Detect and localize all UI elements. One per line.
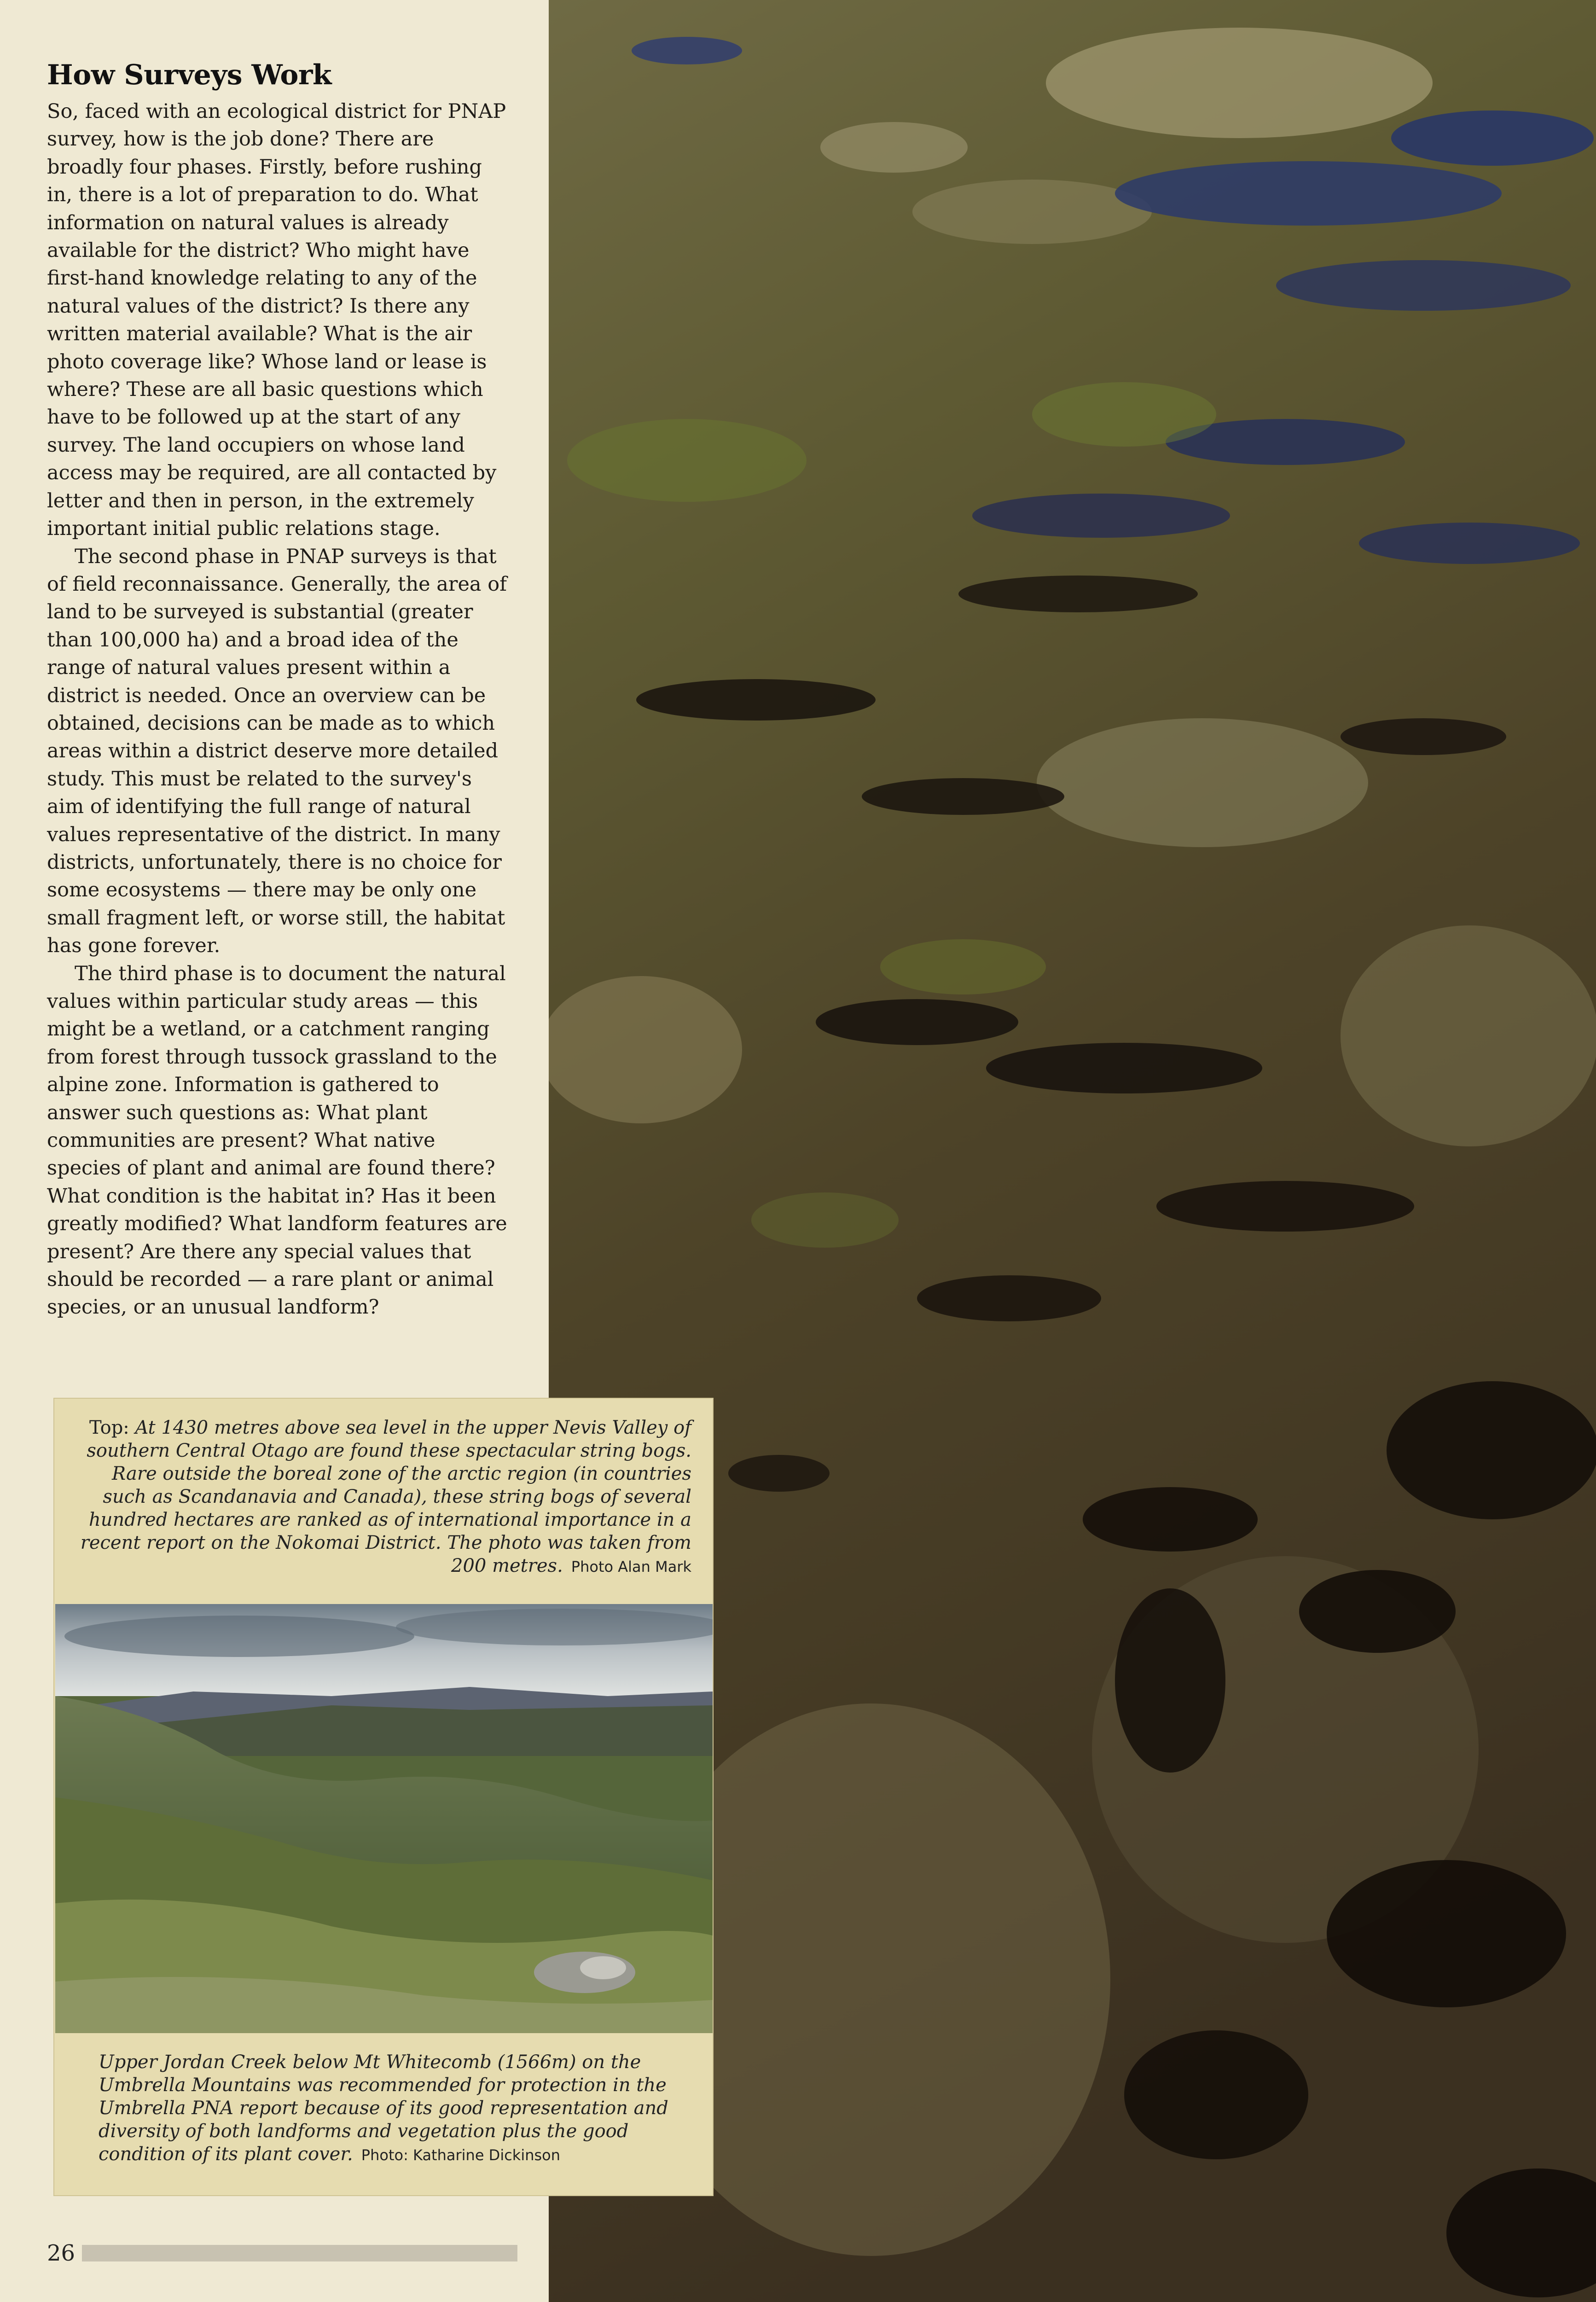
article-body [47,98,513,1321]
bottom-caption-text: Upper Jordan Creek below Mt Whitecomb (1566m) on the Umbrella Mountains was recommended for protection in the Umbrella PNA report because of its good representation and diversity of both landforms and vegetation plus the good condition of its plant cover. [99,2052,668,2165]
inset-photo-graphic [55,1604,713,2033]
caption-lead: Top: [89,1417,135,1438]
article-paragraph-1: So, faced with an ecological district for PNAP survey, how is the job done? There are broadly four phases. Firstly, before rushing in, there is a lot of preparation to do. What information on natural values is already available for the district? Who might have first-hand knowledge relating to any of the natural values of the district? Is there any written material available? What is the air photo coverage like? Whose land or lease is where? These are all basic questions which have to be followed up at the start of any survey. The land occupiers on whose land access may be required, are all contacted by letter and then in person, in the extremely important initial public relations stage. [47,100,506,541]
top-photo-caption [73,1416,691,1578]
footer-rule [82,2245,517,2261]
bottom-photo-caption [99,2051,697,2167]
bottom-photo-credit: Photo: Katharine Dickinson [361,2146,561,2164]
page-number: 26 [47,2240,75,2266]
caption-box [53,1398,714,2196]
article-paragraph-3: The third phase is to document the natural values within particular study areas — this might be a wetland, or a catchment ranging from forest through tussock grassland to the alpine zone. Information is gathered to answer such questions as: What plant communities are present? What native species of plant and animal are found there? What condition is the habitat in? Has it been greatly modified? What landform features are present? Are there any special values that should be recorded — a rare plant or animal species, or an unusual landform? [47,962,507,1319]
article-heading: How Surveys Work [47,59,332,91]
top-photo-credit: Photo Alan Mark [571,1558,691,1575]
article-paragraph-2: The second phase in PNAP surveys is that of field reconnaissance. Generally, the area of land to be surveyed is substantial (greater than 100,000 ha) and a broad idea of the range of natural values present within a district is needed. Once an overview can be obtained, decisions can be made as to which areas within a district deserve more detailed study. This must be related to the survey's aim of identifying the full range of natural values representative of the district. In many districts, unfortunately, there is no choice for some ecosystems — there may be only one small fragment left, or worse still, the habitat has gone forever. [47,545,507,958]
top-caption-text: At 1430 metres above sea level in the upper Nevis Valley of southern Central Otago are found these spectacular string bogs. Rare outside the boreal zone of the arctic region (in countries such as Scandanavia and Canada), these string bogs of several hundred hectares are ranked as of international importance in a recent report on the Nokomai District. The photo was taken from 200 metres. [80,1417,691,1576]
jordan-creek-photo [55,1604,713,2033]
